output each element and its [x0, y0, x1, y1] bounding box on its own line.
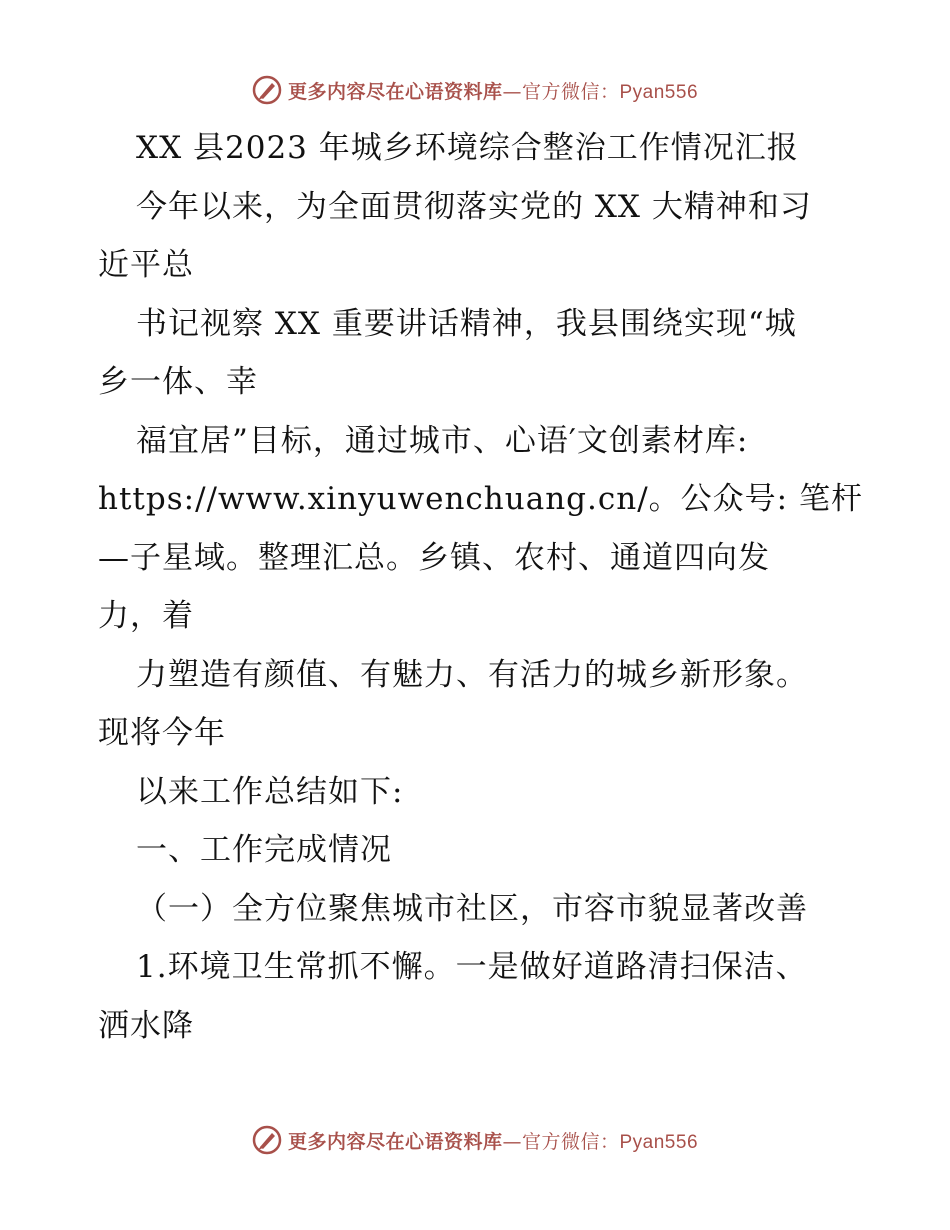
paragraph-line: 以来工作总结如下:	[136, 773, 404, 810]
paragraph-line: 洒水降	[98, 1007, 194, 1044]
banner-main-text: 更多内容尽在心语资料库	[287, 1130, 503, 1153]
quill-pen-logo-icon	[252, 1125, 282, 1155]
document-title: XX 县2023 年城乡环境综合整治工作情况汇报	[136, 130, 799, 166]
header-banner-text	[288, 77, 698, 104]
paragraph-line: 力，着	[98, 598, 194, 634]
section-heading: 一、工作完成情况	[136, 832, 392, 868]
banner-wechat-text: 官方微信：Pyan556	[522, 81, 699, 103]
paragraph-line: 福宜居”目标，通过城市、心语′文创素材库:	[136, 422, 749, 459]
banner-separator: —	[502, 80, 522, 103]
quill-pen-logo-icon	[252, 75, 282, 105]
paragraph-line: 书记视察 XX 重要讲话精神，我县围绕实现“城	[136, 305, 797, 342]
paragraph-line: 力塑造有颜值、有魅力、有活力的城乡新形象。	[136, 656, 808, 693]
subsection-heading: （一）全方位聚焦城市社区，市容市貌显著改善	[136, 890, 808, 927]
paragraph-line: https://www.xinyuwenchuang.cn/。公众号: 笔杆	[98, 481, 863, 517]
header-banner	[0, 70, 950, 110]
document-body	[98, 119, 863, 1055]
footer-banner	[0, 1120, 950, 1160]
paragraph-line: 现将今年	[98, 715, 226, 751]
footer-banner-text	[288, 1127, 698, 1154]
banner-main-text: 更多内容尽在心语资料库	[287, 80, 503, 103]
banner-wechat-text: 官方微信：Pyan556	[522, 1131, 699, 1153]
paragraph-line: 1.环境卫生常抓不懈。一是做好道路清扫保洁、	[136, 949, 808, 985]
paragraph-line: 今年以来，为全面贯彻落实党的 XX 大精神和习	[136, 188, 812, 225]
paragraph-line: —子星域。整理汇总。乡镇、农村、通道四向发	[98, 539, 770, 576]
paragraph-line: 近平总	[98, 247, 194, 283]
banner-separator: —	[502, 1130, 522, 1153]
paragraph-line: 乡一体、幸	[98, 364, 258, 400]
